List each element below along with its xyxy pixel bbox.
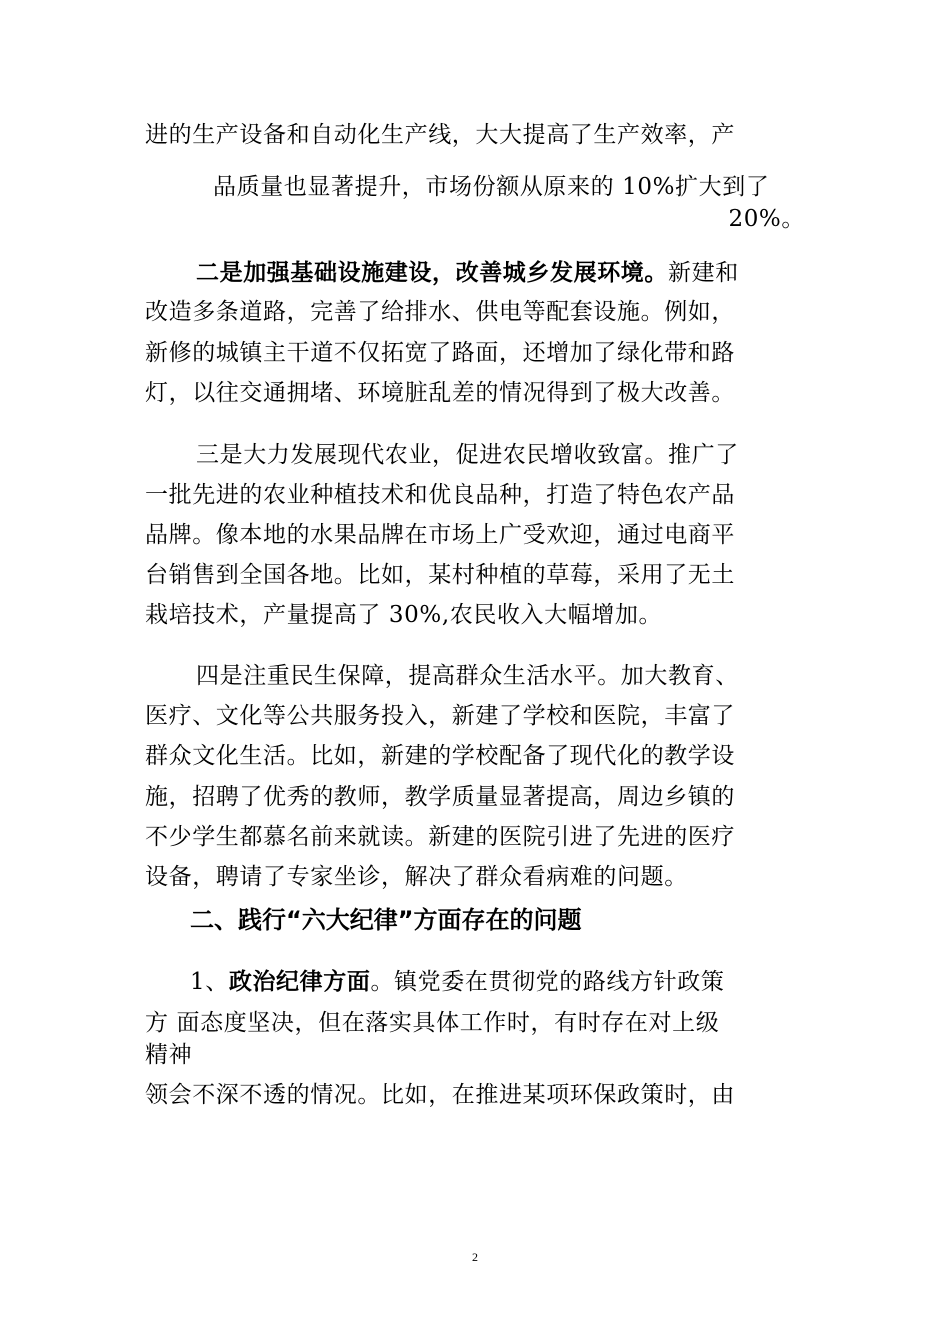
text-line: 不少学生都慕名前来就读。新建的医院引进了先进的医疗 — [145, 824, 735, 850]
paragraph-line: 四是注重民生保障，提高群众生活水平。加大教育、 — [196, 663, 739, 689]
text-line: 新修的城镇主干道不仅拓宽了路面，还增加了绿化带和路 — [145, 340, 735, 366]
text-line: 台销售到全国各地。比如，某村种植的草莓，采用了无土 — [145, 562, 735, 588]
page-number: 2 — [472, 1250, 478, 1264]
text-line: 群众文化生活。比如，新建的学校配备了现代化的教学设 — [145, 743, 735, 769]
text-line: 改造多条道路，完善了给排水、供电等配套设施。例如， — [145, 299, 735, 325]
paragraph-line — [190, 967, 850, 997]
text-line: 方 面态度坚决，但在落实具体工作时，有时存在对上级 — [145, 1010, 720, 1036]
item-number: 1、 — [190, 969, 229, 995]
paragraph-text: 新建和 — [668, 260, 739, 286]
text-line: 20%。 — [728, 206, 805, 232]
paragraph-text: 。镇党委在贯彻党的路线方针政策 — [370, 969, 725, 995]
text-line: 领会不深不透的情况。比如，在推进某项环保政策时，由 — [145, 1082, 735, 1108]
text-line: 品牌。像本地的水果品牌在市场上广受欢迎，通过电商平 — [145, 522, 735, 548]
text-line: 设备，聘请了专家坐诊，解决了群众看病难的问题。 — [145, 864, 688, 890]
text-line: 医疗、文化等公共服务投入，新建了学校和医院，丰富了 — [145, 703, 735, 729]
text-line: 一批先进的农业种植技术和优良品种，打造了特色农产品 — [145, 482, 735, 508]
section-heading: 二、践行“六大纪律”方面存在的问题 — [190, 906, 582, 934]
paragraph-line: 三是大力发展现代农业，促进农民增收致富。推广了 — [196, 442, 739, 468]
text-line: 灯，以往交通拥堵、环境脏乱差的情况得到了极大改善。 — [145, 380, 735, 406]
paragraph-lead: 政治纪律方面 — [228, 968, 371, 995]
paragraph-lead: 二是加强基础设施建设，改善城乡发展环境。 — [196, 259, 668, 286]
paragraph-line — [196, 258, 856, 288]
text-line: 栽培技术，产量提高了 30%,农民收入大幅增加。 — [145, 602, 663, 628]
text-line: 施，招聘了优秀的教师，教学质量显著提高，周边乡镇的 — [145, 784, 735, 810]
text-line: 精神 — [145, 1042, 193, 1068]
text-line: 进的生产设备和自动化生产线，大大提高了生产效率，产 — [145, 122, 735, 148]
text-line: 品质量也显著提升，市场份额从原来的 10%扩大到了 — [213, 174, 770, 200]
